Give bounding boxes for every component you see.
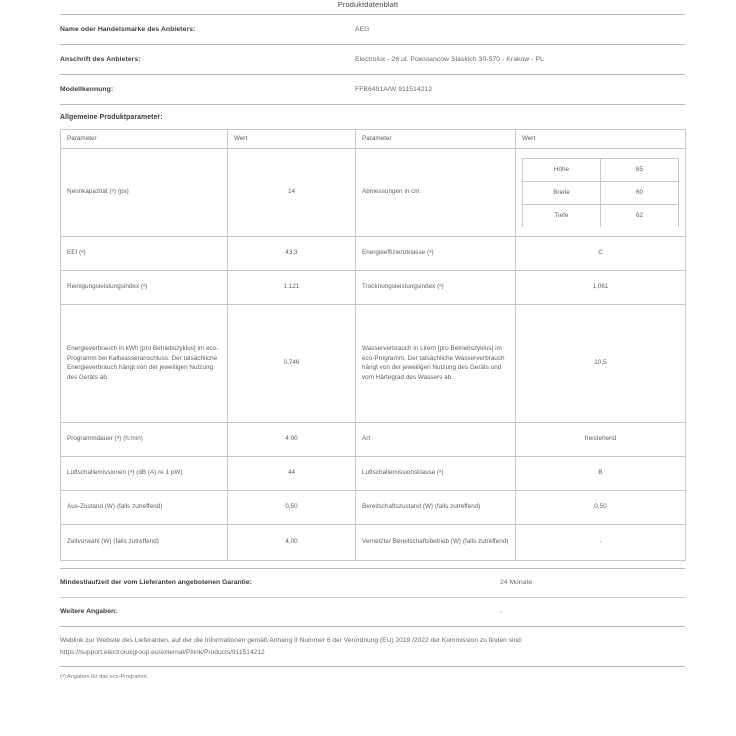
model-identifier-label: Modellkennung: (60, 86, 114, 93)
document-title: Produktdatenblatt (337, 0, 399, 9)
supplier-name-label: Name oder Handelsmarke des Anbieters: (60, 26, 196, 33)
table-row-noise (61, 456, 686, 490)
header-value-left: Wert (228, 130, 356, 149)
off-mode-label: Aus-Zustand (W) (falls zutreffend) (61, 490, 228, 524)
table-row-off-mode (61, 490, 686, 524)
noise-emission-label: Luftschallemissionen (ᵃ) (dB (A) re 1 pW) (61, 456, 228, 490)
dimension-row-width (523, 181, 679, 204)
further-info-label: Weitere Angaben: (60, 608, 118, 616)
off-mode-value: 0,50 (228, 490, 356, 524)
dimensions-subtable-cell (516, 148, 686, 236)
noise-class-label: Luftschallemissionsklasse (ᵃ) (356, 456, 516, 490)
standby-mode-label: Bereitschaftszustand (W) (falls zutreffend) (356, 490, 516, 524)
supplier-weblink-text[interactable]: Weblink zur Website des Lieferanten, auf der die Informationen gemäß Anhang II Nummer 6 der Verordnung (EU) 2019 /2022 der Kommission zu finden sind: https://support.electroluxgroup.eu/external/PIlink/Products/911514212 (60, 636, 523, 656)
dimension-value-height: 85 (601, 158, 679, 181)
dimensions-label: Abmessungen in cm (356, 148, 516, 236)
section-heading-general-parameters: Allgemeine Produktparameter: (60, 114, 163, 121)
model-identifier-value: FFB6491A/W 911514212 (355, 86, 433, 93)
further-info-value: - (500, 608, 503, 616)
energy-class-label: Energieeffizienzklasse (ᵃ) (356, 236, 516, 270)
table-header-row (61, 130, 686, 149)
eei-value: 43,3 (228, 236, 356, 270)
energy-class-value: C (516, 236, 686, 270)
appliance-type-value: freistehend (516, 422, 686, 456)
supplier-name-row (60, 15, 685, 44)
supplier-address-label: Anschrift des Anbieters: (60, 56, 141, 63)
supplier-address-row (60, 45, 685, 74)
networked-standby-value: - (516, 524, 686, 560)
dimension-name-depth: Tiefe (523, 204, 601, 227)
program-duration-value: 4:00 (228, 422, 356, 456)
dimension-row-depth (523, 204, 679, 227)
table-row-cleaning-index (61, 270, 686, 304)
appliance-type-label: Art (356, 422, 516, 456)
dimension-value-depth: 62 (601, 204, 679, 227)
dimension-name-height: Höhe (523, 158, 601, 181)
delay-start-value: 4,00 (228, 524, 356, 560)
cleaning-index-label: Reinigungsleistungsindex (ᵃ) (61, 270, 228, 304)
product-parameters-table (60, 129, 686, 561)
warranty-value: 24 Monate (500, 579, 533, 587)
program-duration-label: Programmdauer (ᵃ) (h:min) (61, 422, 228, 456)
table-row-consumption (61, 304, 686, 422)
document-content (60, 14, 685, 680)
table-row-capacity (61, 148, 686, 236)
table-row-delay-start (61, 524, 686, 560)
delay-start-label: Zeitvorwahl (W) (falls zutreffend) (61, 524, 228, 560)
capacity-value: 14 (228, 148, 356, 236)
cleaning-index-value: 1,121 (228, 270, 356, 304)
dimension-name-width: Breite (523, 181, 601, 204)
noise-class-value: B (516, 456, 686, 490)
drying-index-label: Trocknungsleistungsindex (ᵃ) (356, 270, 516, 304)
supplier-name-value: AEG (355, 26, 370, 33)
warranty-label: Mindestlaufzeit der vom Lieferanten angebotenen Garantie: (60, 579, 252, 587)
table-row-eei (61, 236, 686, 270)
energy-consumption-label: Energieverbrauch in kWh [pro Betriebszyklus] im eco-Programm bei Kaltwasseranschluss. Der tatsächliche Energieverbrauch hängt von der jeweiligen Nutzung des Geräts ab. (61, 304, 228, 422)
capacity-label: Nennkapazität (ᵃ) (ps) (61, 148, 228, 236)
header-parameter-left: Parameter (61, 130, 228, 149)
header-value-right: Wert (516, 130, 686, 149)
energy-consumption-value: 0,746 (228, 304, 356, 422)
standby-mode-value: 0,50 (516, 490, 686, 524)
dimensions-subtable (522, 158, 679, 228)
model-identifier-row (60, 75, 685, 104)
eei-label: EEI (ᵃ) (61, 236, 228, 270)
water-consumption-label: Wasserverbrauch in Litern [pro Betriebszyklus] im eco-Programm. Der tatsächliche Wasserverbrauch hängt von der jeweiligen Nutzung des Geräts und vom Härtegrad des Wassers ab. (356, 304, 516, 422)
warranty-row (60, 569, 685, 597)
drying-index-value: 1,061 (516, 270, 686, 304)
water-consumption-value: 10,5 (516, 304, 686, 422)
noise-emission-value: 44 (228, 456, 356, 490)
further-info-row (60, 598, 685, 626)
footnote-eco-program: (ᵃ) Angaben für das eco-Programm. (60, 674, 149, 681)
table-row-duration (61, 422, 686, 456)
supplier-address-value: Electrolux - 26 ul. Powstancow Slaskich 30-570 - Krakow - PL (355, 56, 544, 63)
header-parameter-right: Parameter (356, 130, 516, 149)
dimension-value-width: 60 (601, 181, 679, 204)
networked-standby-label: Vernetzter Bereitschaftsbetrieb (W) (falls zutreffend) (356, 524, 516, 560)
dimension-row-height (523, 158, 679, 181)
